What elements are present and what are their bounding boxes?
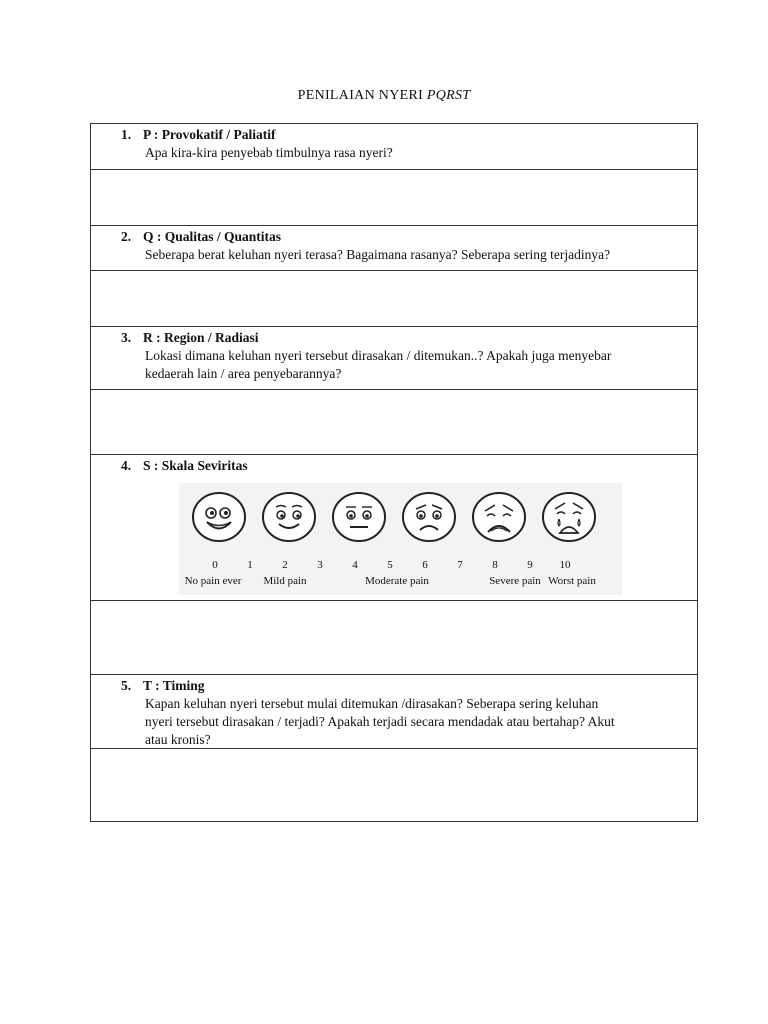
section-skala	[91, 455, 697, 601]
sad-face-icon	[401, 491, 457, 543]
scale-number: 8	[492, 559, 498, 571]
section-question: atau kronis?	[145, 732, 211, 747]
scale-number: 1	[247, 559, 253, 571]
section-question: Kapan keluhan nyeri tersebut mulai ditemukan /dirasakan? Seberapa sering keluhan	[145, 696, 599, 711]
answer-field-qualitas[interactable]	[91, 271, 697, 327]
very-happy-face-icon	[191, 491, 247, 543]
answer-field-timing[interactable]	[91, 749, 697, 821]
pain-scale-image	[179, 483, 622, 595]
section-question: kedaerah lain / area penyebarannya?	[145, 366, 342, 381]
section-heading: P : Provokatif / Paliatif	[143, 127, 276, 142]
scale-number: 10	[559, 559, 571, 571]
title-main: PENILAIAN NYERI	[297, 88, 424, 103]
section-provokatif	[91, 124, 697, 170]
section-number: 3.	[121, 330, 132, 345]
scale-number: 3	[317, 559, 323, 571]
section-heading: R : Region / Radiasi	[143, 330, 259, 345]
very-sad-face-icon	[471, 491, 527, 543]
pain-scale-labels	[179, 572, 622, 588]
section-heading: Q : Qualitas / Quantitas	[143, 229, 282, 244]
section-number: 5.	[121, 678, 132, 693]
section-region	[91, 327, 697, 390]
scale-number: 2	[282, 559, 288, 571]
scale-label: Worst pain	[548, 575, 596, 587]
assessment-table	[90, 123, 698, 822]
answer-field-provokatif[interactable]	[91, 170, 697, 226]
crying-face-icon	[541, 491, 597, 543]
scale-number: 4	[352, 559, 358, 571]
section-number: 2.	[121, 229, 132, 244]
answer-field-region[interactable]	[91, 390, 697, 455]
scale-label: No pain ever	[184, 575, 242, 587]
pain-scale-numbers	[179, 556, 622, 572]
scale-number: 9	[527, 559, 533, 571]
section-timing	[91, 675, 697, 749]
section-question: Lokasi dimana keluhan nyeri tersebut dirasakan / ditemukan..? Apakah juga menyebar	[145, 348, 612, 363]
section-question: Apa kira-kira penyebab timbulnya rasa nyeri?	[145, 145, 393, 160]
section-qualitas	[91, 226, 697, 271]
scale-label: Severe pain	[489, 575, 541, 587]
section-heading: S : Skala Seviritas	[143, 458, 248, 473]
answer-field-skala[interactable]	[91, 601, 697, 675]
section-number: 1.	[121, 127, 132, 142]
section-heading: T : Timing	[143, 678, 205, 693]
scale-number: 0	[212, 559, 218, 571]
scale-label: Mild pain	[263, 575, 307, 587]
section-number: 4.	[121, 458, 132, 473]
title-italic: PQRST	[426, 88, 471, 103]
neutral-face-icon	[331, 491, 387, 543]
page-title	[0, 88, 768, 104]
scale-label: Moderate pain	[365, 575, 429, 587]
scale-number: 5	[387, 559, 393, 571]
section-question: Seberapa berat keluhan nyeri terasa? Bagaimana rasanya? Seberapa sering terjadinya?	[145, 247, 611, 262]
scale-number: 7	[457, 559, 463, 571]
scale-number: 6	[422, 559, 428, 571]
section-question: nyeri tersebut dirasakan / terjadi? Apakah terjadi secara mendadak atau bertahap? Akut	[145, 714, 615, 729]
happy-face-icon	[261, 491, 317, 543]
